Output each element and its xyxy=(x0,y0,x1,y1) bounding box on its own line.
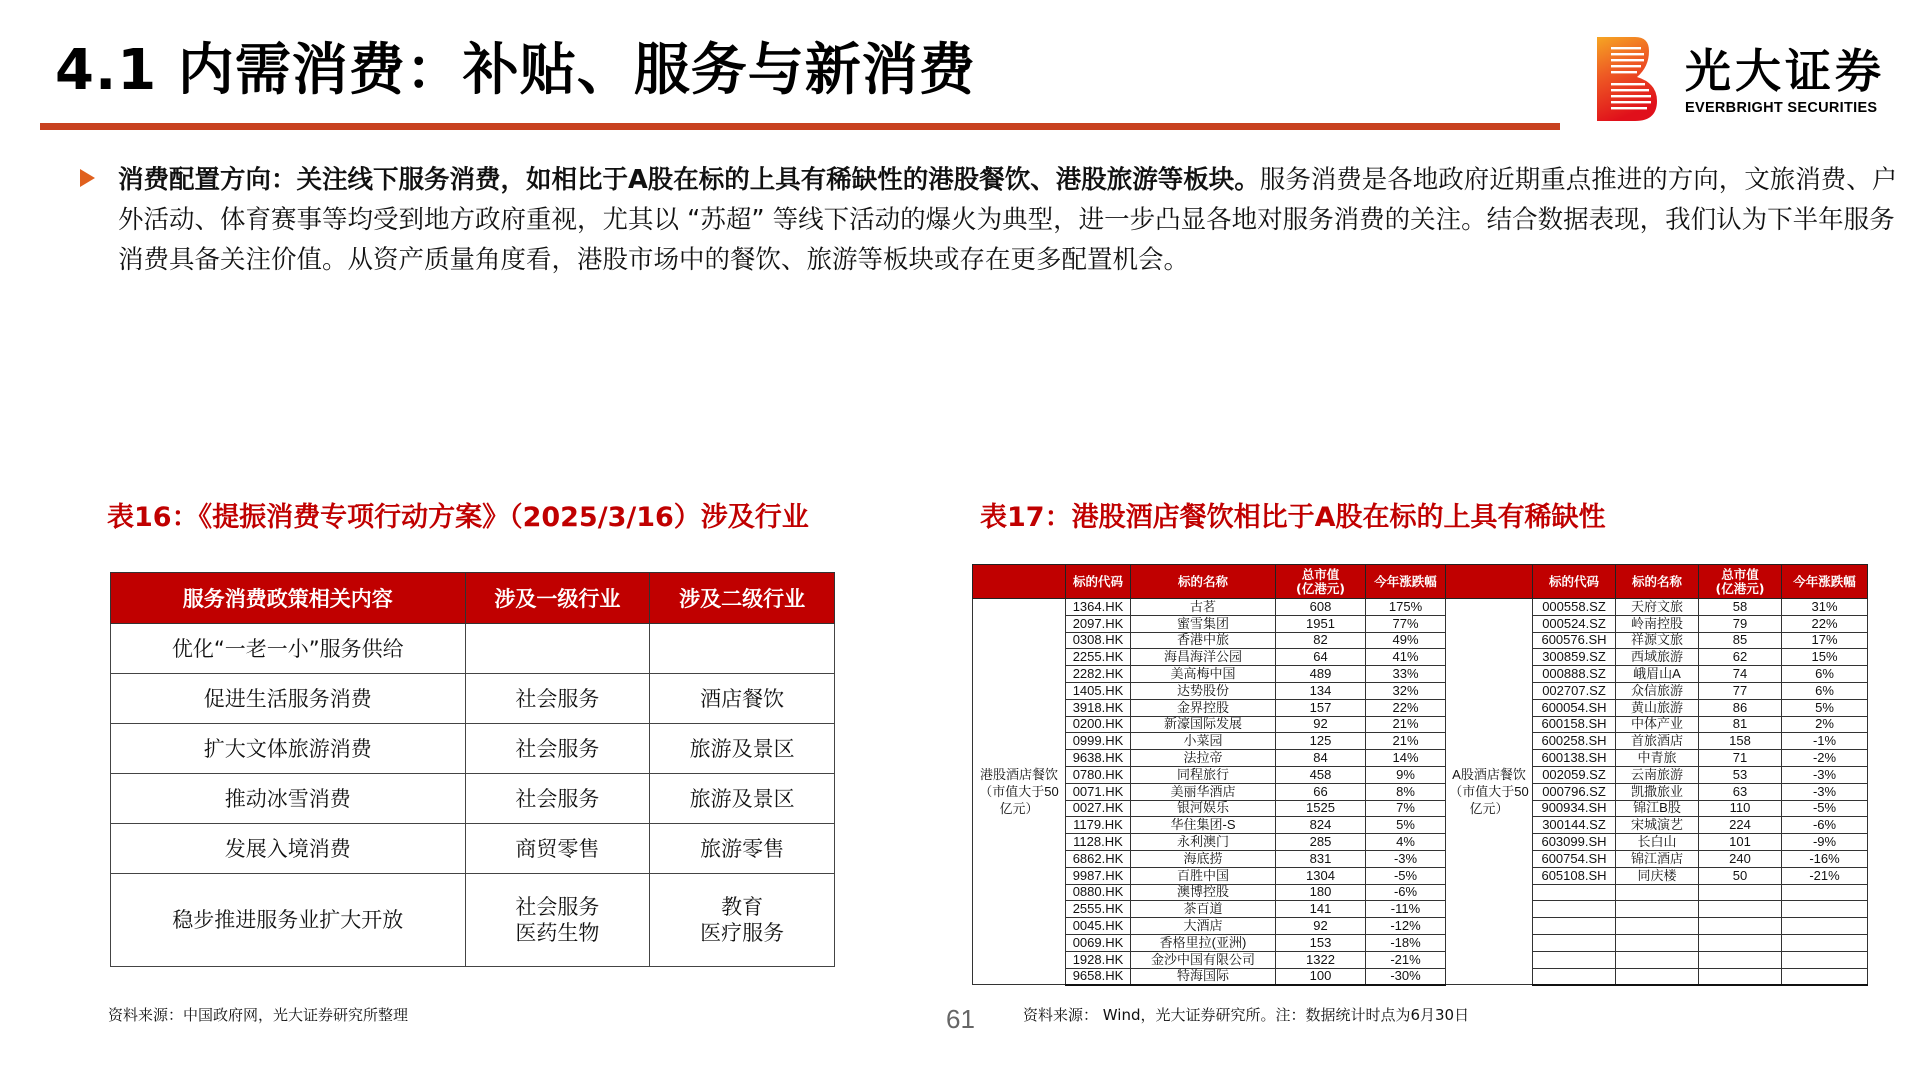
a-cell-name: 锦江酒店 xyxy=(1616,850,1699,867)
a-cell-chg: -9% xyxy=(1782,834,1868,851)
hk-cell-mcap: 489 xyxy=(1276,666,1366,683)
a-cell-mcap: 86 xyxy=(1699,699,1782,716)
hk-cell-code: 2255.HK xyxy=(1066,649,1131,666)
hk-cell-name: 澳博控股 xyxy=(1131,884,1276,901)
table-row xyxy=(973,951,1868,968)
page-number: 61 xyxy=(946,1004,975,1034)
a-cell-code: 002707.SZ xyxy=(1533,682,1616,699)
table-row xyxy=(111,674,835,724)
a-cell-name xyxy=(1616,968,1699,985)
a-cell-mcap: 224 xyxy=(1699,817,1782,834)
hk-cell-mcap: 125 xyxy=(1276,733,1366,750)
hk-cell-code: 3918.HK xyxy=(1066,699,1131,716)
table-row xyxy=(111,824,835,874)
a-cell-mcap xyxy=(1699,934,1782,951)
hk-cell-mcap: 82 xyxy=(1276,632,1366,649)
hk-cell-code: 9658.HK xyxy=(1066,968,1131,985)
hk-cell-chg: 175% xyxy=(1366,599,1446,616)
a-cell-mcap: 58 xyxy=(1699,599,1782,616)
hk-cell-code: 0880.HK xyxy=(1066,884,1131,901)
cell-level1 xyxy=(465,624,650,674)
a-cell-mcap: 79 xyxy=(1699,615,1782,632)
a-cell-mcap: 50 xyxy=(1699,867,1782,884)
col-header-a-code: 标的代码 xyxy=(1533,565,1616,599)
hk-cell-chg: 21% xyxy=(1366,716,1446,733)
col-header-level2: 涉及二级行业 xyxy=(650,573,835,624)
hk-cell-name: 茶百道 xyxy=(1131,901,1276,918)
table16-title: 表16：《提振消费专项行动方案》（2025/3/16）涉及行业 xyxy=(107,502,809,533)
a-cell-mcap: 74 xyxy=(1699,666,1782,683)
hk-cell-mcap: 141 xyxy=(1276,901,1366,918)
table-row xyxy=(973,834,1868,851)
hk-cell-mcap: 608 xyxy=(1276,599,1366,616)
a-cell-code: 600258.SH xyxy=(1533,733,1616,750)
hk-cell-chg: -30% xyxy=(1366,968,1446,985)
hk-cell-chg: 7% xyxy=(1366,800,1446,817)
hk-cell-code: 1928.HK xyxy=(1066,951,1131,968)
table17-source: 资料来源： Wind，光大证券研究所。注：数据统计时点为6月30日 xyxy=(1023,1006,1470,1024)
a-cell-code: 000888.SZ xyxy=(1533,666,1616,683)
arrow-right-bullet-icon xyxy=(80,169,95,187)
logo-name-cn: 光大证券 xyxy=(1685,44,1885,98)
a-cell-name xyxy=(1616,951,1699,968)
a-cell-code xyxy=(1533,884,1616,901)
hk-cell-chg: -12% xyxy=(1366,918,1446,935)
a-cell-chg xyxy=(1782,968,1868,985)
hk-cell-mcap: 100 xyxy=(1276,968,1366,985)
cell-level1: 社会服务 xyxy=(465,674,650,724)
hk-cell-name: 银河娱乐 xyxy=(1131,800,1276,817)
hk-cell-name: 香港中旅 xyxy=(1131,632,1276,649)
hk-cell-chg: -3% xyxy=(1366,850,1446,867)
a-cell-name xyxy=(1616,918,1699,935)
a-cell-chg: 15% xyxy=(1782,649,1868,666)
hk-cell-chg: 32% xyxy=(1366,682,1446,699)
hk-cell-mcap: 84 xyxy=(1276,750,1366,767)
col-header-level1: 涉及一级行业 xyxy=(465,573,650,624)
a-cell-name: 中青旅 xyxy=(1616,750,1699,767)
a-cell-name: 锦江B股 xyxy=(1616,800,1699,817)
hk-group-label: 港股酒店餐饮（市值大于50亿元） xyxy=(973,599,1066,985)
a-cell-code: 600054.SH xyxy=(1533,699,1616,716)
hk-cell-chg: 22% xyxy=(1366,699,1446,716)
a-cell-code: 000796.SZ xyxy=(1533,783,1616,800)
a-cell-mcap: 101 xyxy=(1699,834,1782,851)
hk-cell-name: 香格里拉(亚洲) xyxy=(1131,934,1276,951)
hk-cell-name: 金界控股 xyxy=(1131,699,1276,716)
hk-cell-code: 2555.HK xyxy=(1066,901,1131,918)
col-header-hk-code: 标的代码 xyxy=(1066,565,1131,599)
mcap-unit: (亿港元) xyxy=(1715,580,1765,596)
a-cell-code: 000524.SZ xyxy=(1533,615,1616,632)
hk-cell-chg: 4% xyxy=(1366,834,1446,851)
logo-name-en: EVERBRIGHT SECURITIES xyxy=(1685,100,1878,116)
hk-cell-code: 0999.HK xyxy=(1066,733,1131,750)
a-cell-code xyxy=(1533,934,1616,951)
bullet-paragraph xyxy=(80,160,1900,280)
cell-content: 促进生活服务消费 xyxy=(111,674,466,724)
a-cell-mcap: 53 xyxy=(1699,766,1782,783)
cell-level2: 旅游零售 xyxy=(650,824,835,874)
table-row xyxy=(973,733,1868,750)
hk-cell-chg: -21% xyxy=(1366,951,1446,968)
hk-cell-name: 蜜雪集团 xyxy=(1131,615,1276,632)
a-cell-code: 605108.SH xyxy=(1533,867,1616,884)
hk-cell-name: 古茗 xyxy=(1131,599,1276,616)
hk-cell-chg: -18% xyxy=(1366,934,1446,951)
hk-cell-name: 金沙中国有限公司 xyxy=(1131,951,1276,968)
col-header-hk-name: 标的名称 xyxy=(1131,565,1276,599)
a-cell-chg: 17% xyxy=(1782,632,1868,649)
hk-cell-mcap: 824 xyxy=(1276,817,1366,834)
hk-cell-chg: 49% xyxy=(1366,632,1446,649)
hk-cell-code: 0200.HK xyxy=(1066,716,1131,733)
table-row xyxy=(973,766,1868,783)
cell-content: 推动冰雪消费 xyxy=(111,774,466,824)
table-row xyxy=(973,918,1868,935)
hk-cell-mcap: 92 xyxy=(1276,918,1366,935)
cell-level2: 旅游及景区 xyxy=(650,774,835,824)
hk-cell-code: 0071.HK xyxy=(1066,783,1131,800)
a-cell-code: 600576.SH xyxy=(1533,632,1616,649)
table-header-row xyxy=(111,573,835,624)
a-cell-name: 同庆楼 xyxy=(1616,867,1699,884)
hk-cell-code: 2097.HK xyxy=(1066,615,1131,632)
a-cell-chg: -1% xyxy=(1782,733,1868,750)
hk-cell-chg: 9% xyxy=(1366,766,1446,783)
col-header-a-chg: 今年涨跌幅 xyxy=(1782,565,1868,599)
a-cell-mcap xyxy=(1699,901,1782,918)
table17-body xyxy=(973,599,1868,985)
a-cell-chg: 5% xyxy=(1782,699,1868,716)
hk-cell-code: 1405.HK xyxy=(1066,682,1131,699)
hk-cell-name: 美丽华酒店 xyxy=(1131,783,1276,800)
table-row xyxy=(973,615,1868,632)
a-cell-chg xyxy=(1782,951,1868,968)
cell-level1-line: 医药生物 xyxy=(515,921,600,945)
a-cell-name: 中体产业 xyxy=(1616,716,1699,733)
hk-cell-mcap: 831 xyxy=(1276,850,1366,867)
page-title: 4.1 内需消费：补贴、服务与新消费 xyxy=(55,38,976,103)
hk-cell-name: 百胜中国 xyxy=(1131,867,1276,884)
a-cell-name: 众信旅游 xyxy=(1616,682,1699,699)
cell-level2 xyxy=(650,624,835,674)
cell-level2: 旅游及景区 xyxy=(650,724,835,774)
table-row xyxy=(111,724,835,774)
a-cell-chg: -5% xyxy=(1782,800,1868,817)
a-cell-code: 002059.SZ xyxy=(1533,766,1616,783)
hk-cell-chg: 33% xyxy=(1366,666,1446,683)
bullet-body: 服务消费是各地政府近期重点推进的方向，文旅消费、户外活动、体育赛事等均受到地方政府重视，尤其以 “苏超” 等线下活动的爆火为典型，进一步凸显各地对服务消费的关注。结合数据表现，我们认为下半年服务消费具备关注价值。从资产质量角度看，港股市场中的餐饮、旅游等板块或存在更多配置机会。 xyxy=(118,165,1898,275)
a-cell-chg xyxy=(1782,918,1868,935)
a-cell-name xyxy=(1616,901,1699,918)
table-row xyxy=(973,817,1868,834)
col-header-a-mcap xyxy=(1699,565,1782,599)
table-header-row xyxy=(973,565,1868,599)
hk-cell-name: 小菜园 xyxy=(1131,733,1276,750)
hk-cell-mcap: 1322 xyxy=(1276,951,1366,968)
a-cell-code xyxy=(1533,968,1616,985)
a-cell-name xyxy=(1616,884,1699,901)
table-row xyxy=(973,632,1868,649)
a-cell-code: 600138.SH xyxy=(1533,750,1616,767)
mcap-label: 总市值 xyxy=(1721,566,1759,582)
a-cell-chg: -3% xyxy=(1782,766,1868,783)
title-divider xyxy=(40,123,1560,130)
table-row xyxy=(973,750,1868,767)
a-cell-name: 黄山旅游 xyxy=(1616,699,1699,716)
bullet-bold-lead: 消费配置方向：关注线下服务消费，如相比于A股在标的上具有稀缺性的港股餐饮、港股旅游等板块。 xyxy=(118,165,1260,195)
a-cell-mcap: 110 xyxy=(1699,800,1782,817)
hk-cell-mcap: 92 xyxy=(1276,716,1366,733)
table16-policy-industries xyxy=(110,572,835,967)
hk-cell-code: 6862.HK xyxy=(1066,850,1131,867)
hk-cell-mcap: 458 xyxy=(1276,766,1366,783)
hk-cell-chg: 21% xyxy=(1366,733,1446,750)
table-row xyxy=(973,649,1868,666)
hk-cell-chg: -6% xyxy=(1366,884,1446,901)
a-cell-mcap: 71 xyxy=(1699,750,1782,767)
a-cell-name xyxy=(1616,934,1699,951)
hk-cell-name: 新濠国际发展 xyxy=(1131,716,1276,733)
hk-cell-name: 海底捞 xyxy=(1131,850,1276,867)
hk-cell-name: 达势股份 xyxy=(1131,682,1276,699)
a-cell-chg xyxy=(1782,884,1868,901)
everbright-logo-icon xyxy=(1597,37,1659,121)
a-cell-name: 宋城演艺 xyxy=(1616,817,1699,834)
mcap-unit: (亿港元) xyxy=(1296,580,1345,596)
cell-level2: 酒店餐饮 xyxy=(650,674,835,724)
a-cell-mcap: 158 xyxy=(1699,733,1782,750)
table-row xyxy=(973,599,1868,616)
hk-cell-mcap: 157 xyxy=(1276,699,1366,716)
a-cell-code xyxy=(1533,901,1616,918)
hk-cell-name: 大酒店 xyxy=(1131,918,1276,935)
a-cell-mcap xyxy=(1699,951,1782,968)
hk-cell-chg: 8% xyxy=(1366,783,1446,800)
a-cell-chg: -3% xyxy=(1782,783,1868,800)
hk-cell-mcap: 64 xyxy=(1276,649,1366,666)
hk-cell-code: 1364.HK xyxy=(1066,599,1131,616)
hk-cell-mcap: 1304 xyxy=(1276,867,1366,884)
hk-cell-mcap: 180 xyxy=(1276,884,1366,901)
a-cell-code: 900934.SH xyxy=(1533,800,1616,817)
cell-level1-line: 社会服务 xyxy=(515,895,600,919)
cell-content: 发展入境消费 xyxy=(111,824,466,874)
hk-cell-mcap: 285 xyxy=(1276,834,1366,851)
a-cell-mcap: 81 xyxy=(1699,716,1782,733)
a-cell-name: 凯撒旅业 xyxy=(1616,783,1699,800)
a-cell-name: 天府文旅 xyxy=(1616,599,1699,616)
a-group-label: A股酒店餐饮（市值大于50亿元） xyxy=(1446,599,1533,985)
table-row xyxy=(973,934,1868,951)
cell-level1: 社会服务 xyxy=(465,774,650,824)
hk-cell-code: 0069.HK xyxy=(1066,934,1131,951)
a-cell-code: 600158.SH xyxy=(1533,716,1616,733)
a-cell-name: 西域旅游 xyxy=(1616,649,1699,666)
everbright-logo xyxy=(1597,37,1907,123)
cell-content: 稳步推进服务业扩大开放 xyxy=(111,874,466,967)
a-cell-name: 祥源文旅 xyxy=(1616,632,1699,649)
hk-cell-code: 0027.HK xyxy=(1066,800,1131,817)
hk-cell-name: 永利澳门 xyxy=(1131,834,1276,851)
a-cell-chg: 6% xyxy=(1782,682,1868,699)
a-cell-chg: 2% xyxy=(1782,716,1868,733)
a-cell-code: 603099.SH xyxy=(1533,834,1616,851)
a-cell-chg xyxy=(1782,901,1868,918)
a-cell-mcap xyxy=(1699,968,1782,985)
table-row xyxy=(973,666,1868,683)
a-cell-chg: -21% xyxy=(1782,867,1868,884)
cell-level2-line: 医疗服务 xyxy=(700,921,785,945)
a-cell-name: 峨眉山A xyxy=(1616,666,1699,683)
hk-cell-code: 2282.HK xyxy=(1066,666,1131,683)
table17-title: 表17：港股酒店餐饮相比于A股在标的上具有稀缺性 xyxy=(980,502,1606,533)
a-cell-name: 云南旅游 xyxy=(1616,766,1699,783)
a-cell-code xyxy=(1533,918,1616,935)
a-cell-name: 长白山 xyxy=(1616,834,1699,851)
a-cell-mcap: 77 xyxy=(1699,682,1782,699)
hk-cell-name: 海昌海洋公园 xyxy=(1131,649,1276,666)
hk-cell-code: 0045.HK xyxy=(1066,918,1131,935)
table-row xyxy=(973,783,1868,800)
hk-cell-name: 法拉帝 xyxy=(1131,750,1276,767)
bullet-text xyxy=(118,160,1900,280)
hk-cell-code: 1179.HK xyxy=(1066,817,1131,834)
a-cell-chg: -16% xyxy=(1782,850,1868,867)
table-row xyxy=(973,901,1868,918)
table-row xyxy=(973,968,1868,985)
a-cell-code xyxy=(1533,951,1616,968)
table-row xyxy=(111,624,835,674)
a-cell-name: 岭南控股 xyxy=(1616,615,1699,632)
col-header-hk-mcap xyxy=(1276,565,1366,599)
hk-cell-name: 同程旅行 xyxy=(1131,766,1276,783)
a-cell-name: 首旅酒店 xyxy=(1616,733,1699,750)
a-cell-code: 300144.SZ xyxy=(1533,817,1616,834)
hk-cell-code: 9987.HK xyxy=(1066,867,1131,884)
a-cell-mcap: 62 xyxy=(1699,649,1782,666)
cell-level1: 社会服务 xyxy=(465,724,650,774)
hk-cell-code: 9638.HK xyxy=(1066,750,1131,767)
a-cell-chg: 31% xyxy=(1782,599,1868,616)
hk-cell-code: 0308.HK xyxy=(1066,632,1131,649)
cell-level1: 商贸零售 xyxy=(465,824,650,874)
cell-level2-line: 教育 xyxy=(721,895,764,919)
a-cell-mcap: 240 xyxy=(1699,850,1782,867)
cell-level1 xyxy=(465,874,650,967)
a-cell-code: 600754.SH xyxy=(1533,850,1616,867)
hk-cell-chg: -5% xyxy=(1366,867,1446,884)
cell-content: 扩大文体旅游消费 xyxy=(111,724,466,774)
a-cell-mcap: 85 xyxy=(1699,632,1782,649)
col-header-hk-group xyxy=(973,565,1066,599)
hk-cell-chg: 5% xyxy=(1366,817,1446,834)
table-row xyxy=(111,874,835,967)
table-row xyxy=(973,884,1868,901)
hk-cell-mcap: 153 xyxy=(1276,934,1366,951)
hk-cell-mcap: 134 xyxy=(1276,682,1366,699)
a-cell-chg: -6% xyxy=(1782,817,1868,834)
col-header-policy-content: 服务消费政策相关内容 xyxy=(111,573,466,624)
hk-cell-chg: 41% xyxy=(1366,649,1446,666)
a-cell-chg: -2% xyxy=(1782,750,1868,767)
col-header-hk-chg: 今年涨跌幅 xyxy=(1366,565,1446,599)
a-cell-code: 000558.SZ xyxy=(1533,599,1616,616)
a-cell-mcap xyxy=(1699,884,1782,901)
table-row xyxy=(111,774,835,824)
hk-cell-name: 华住集团-S xyxy=(1131,817,1276,834)
hk-cell-mcap: 1951 xyxy=(1276,615,1366,632)
mcap-label: 总市值 xyxy=(1301,566,1340,582)
col-header-a-group xyxy=(1446,565,1533,599)
a-cell-code: 300859.SZ xyxy=(1533,649,1616,666)
hk-cell-name: 美高梅中国 xyxy=(1131,666,1276,683)
a-cell-chg: 6% xyxy=(1782,666,1868,683)
hk-cell-name: 特海国际 xyxy=(1131,968,1276,985)
cell-content: 优化“一老一小”服务供给 xyxy=(111,624,466,674)
a-cell-mcap xyxy=(1699,918,1782,935)
a-cell-chg: 22% xyxy=(1782,615,1868,632)
hk-cell-mcap: 66 xyxy=(1276,783,1366,800)
table-row xyxy=(973,850,1868,867)
table-row xyxy=(973,682,1868,699)
col-header-a-name: 标的名称 xyxy=(1616,565,1699,599)
table-row xyxy=(973,867,1868,884)
hk-cell-chg: 77% xyxy=(1366,615,1446,632)
cell-level2 xyxy=(650,874,835,967)
hk-cell-chg: 14% xyxy=(1366,750,1446,767)
table16-source: 资料来源：中国政府网，光大证券研究所整理 xyxy=(108,1006,409,1024)
table-row xyxy=(973,699,1868,716)
table-row xyxy=(973,800,1868,817)
a-cell-mcap: 63 xyxy=(1699,783,1782,800)
hk-cell-code: 1128.HK xyxy=(1066,834,1131,851)
hk-cell-code: 0780.HK xyxy=(1066,766,1131,783)
a-cell-chg xyxy=(1782,934,1868,951)
hk-cell-mcap: 1525 xyxy=(1276,800,1366,817)
hk-cell-chg: -11% xyxy=(1366,901,1446,918)
table17-hk-vs-a-share xyxy=(972,564,1868,986)
table-row xyxy=(973,716,1868,733)
